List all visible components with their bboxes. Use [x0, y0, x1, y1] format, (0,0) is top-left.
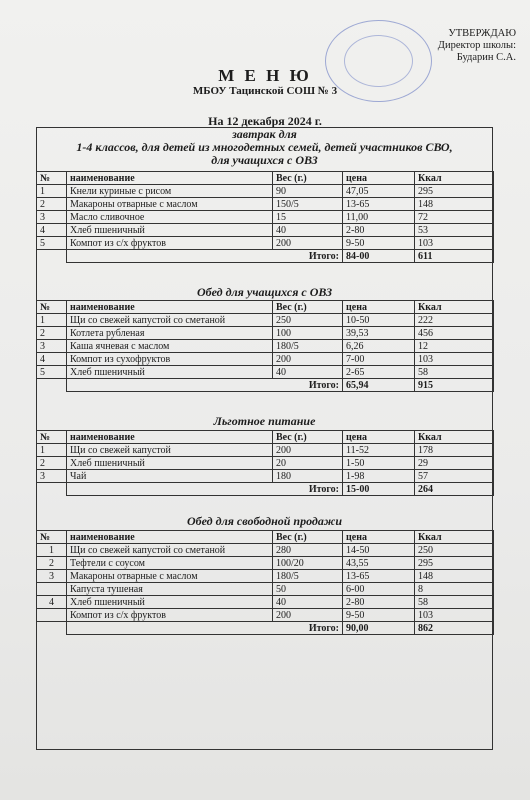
row-kcal: 295: [415, 557, 494, 570]
table-row: [37, 470, 494, 483]
table-header-row: [37, 172, 494, 185]
row-price: 1-50: [343, 457, 415, 470]
table-row: [37, 211, 494, 224]
row-num: 1: [37, 444, 67, 457]
row-name: Компот из сухофруктов: [67, 353, 273, 366]
col-num: №: [37, 301, 67, 314]
row-kcal: 222: [415, 314, 494, 327]
menu-date: На 12 декабря 2024 г.: [208, 114, 322, 128]
col-weight: Вес (г.): [273, 531, 343, 544]
row-name: Щи со свежей капустой со сметаной: [67, 544, 273, 557]
row-price: 2-65: [343, 366, 415, 379]
total-label: Итого:: [67, 622, 343, 635]
table-row: [37, 583, 494, 596]
row-weight: 180/5: [273, 340, 343, 353]
row-kcal: 12: [415, 340, 494, 353]
row-name: Чай: [67, 470, 273, 483]
row-num: 5: [37, 366, 67, 379]
row-num: [37, 583, 67, 596]
approval-title: УТВЕРЖДАЮ: [448, 28, 516, 39]
row-name: Щи со свежей капустой: [67, 444, 273, 457]
row-num: 2: [37, 327, 67, 340]
total-kcal: 611: [415, 250, 494, 263]
row-price: 13-65: [343, 198, 415, 211]
row-weight: 150/5: [273, 198, 343, 211]
row-name: Хлеб пшеничный: [67, 224, 273, 237]
row-num: 2: [37, 457, 67, 470]
row-price: 43,55: [343, 557, 415, 570]
table-row: [37, 444, 494, 457]
row-name: Котлета рубленая: [67, 327, 273, 340]
total-label: Итого:: [67, 379, 343, 392]
section-3-caption: Льготное питание: [213, 414, 316, 428]
row-num: 4: [37, 224, 67, 237]
total-label: Итого:: [67, 483, 343, 496]
row-name: Хлеб пшеничный: [67, 596, 273, 609]
col-weight: Вес (г.): [273, 301, 343, 314]
row-kcal: 148: [415, 198, 494, 211]
total-label: Итого:: [67, 250, 343, 263]
total-row: [37, 622, 494, 635]
row-num: 3: [37, 340, 67, 353]
row-name: Масло сливочное: [67, 211, 273, 224]
row-price: 6-00: [343, 583, 415, 596]
table-row: [37, 570, 494, 583]
row-kcal: 103: [415, 353, 494, 366]
table-header-row: [37, 431, 494, 444]
row-weight: 200: [273, 609, 343, 622]
section-1-caption-line: 1-4 классов, для детей из многодетных семей, детей участников СВО,: [76, 140, 453, 154]
row-name: Макароны отварные с маслом: [67, 198, 273, 211]
row-price: 2-80: [343, 224, 415, 237]
row-weight: 50: [273, 583, 343, 596]
total-spacer: [37, 622, 67, 635]
total-row: [37, 379, 494, 392]
row-kcal: 58: [415, 596, 494, 609]
table-row: [37, 557, 494, 570]
table-row: [37, 353, 494, 366]
table-row: [37, 327, 494, 340]
total-spacer: [37, 379, 67, 392]
row-name: Компот из с/х фруктов: [67, 609, 273, 622]
row-name: Тефтели с соусом: [67, 557, 273, 570]
total-kcal: 915: [415, 379, 494, 392]
approval-position: Директор школы:: [437, 40, 516, 51]
table-row: [37, 237, 494, 250]
col-name: наименование: [67, 531, 273, 544]
row-weight: 40: [273, 224, 343, 237]
col-kcal: Ккал: [415, 172, 494, 185]
approval-signatory: Бударин С.А.: [456, 52, 516, 63]
table-row: [37, 366, 494, 379]
total-kcal: 862: [415, 622, 494, 635]
col-price: цена: [343, 172, 415, 185]
row-kcal: 456: [415, 327, 494, 340]
section-2-table: [36, 300, 494, 392]
row-price: 9-50: [343, 609, 415, 622]
total-price: 90,00: [343, 622, 415, 635]
row-price: 2-80: [343, 596, 415, 609]
section-4-table: [36, 530, 494, 635]
section-2-caption: Обед для учащихся с ОВЗ: [196, 285, 333, 299]
row-price: 7-00: [343, 353, 415, 366]
table-header-row: [37, 531, 494, 544]
row-kcal: 58: [415, 366, 494, 379]
row-num: 2: [37, 198, 67, 211]
total-price: 15-00: [343, 483, 415, 496]
row-num: 5: [37, 237, 67, 250]
table-row: [37, 224, 494, 237]
school-name: МБОУ Тацинской СОШ № 3: [192, 85, 338, 97]
row-name: Хлеб пшеничный: [67, 366, 273, 379]
row-num: [37, 609, 67, 622]
section-4-caption: Обед для свободной продажи: [187, 514, 342, 528]
total-price: 84-00: [343, 250, 415, 263]
row-weight: 100/20: [273, 557, 343, 570]
row-price: 9-50: [343, 237, 415, 250]
row-weight: 90: [273, 185, 343, 198]
row-price: 10-50: [343, 314, 415, 327]
page-title: М Е Н Ю: [218, 66, 312, 85]
table-row: [37, 314, 494, 327]
row-kcal: 29: [415, 457, 494, 470]
row-name: Каша ячневая с маслом: [67, 340, 273, 353]
table-row: [37, 340, 494, 353]
row-kcal: 250: [415, 544, 494, 557]
row-weight: 20: [273, 457, 343, 470]
row-kcal: 72: [415, 211, 494, 224]
row-weight: 280: [273, 544, 343, 557]
table-row: [37, 609, 494, 622]
row-weight: 250: [273, 314, 343, 327]
row-weight: 40: [273, 596, 343, 609]
row-kcal: 53: [415, 224, 494, 237]
col-price: цена: [343, 301, 415, 314]
col-num: №: [37, 431, 67, 444]
section-3-table: [36, 430, 494, 496]
row-kcal: 103: [415, 609, 494, 622]
col-num: №: [37, 531, 67, 544]
row-weight: 15: [273, 211, 343, 224]
row-kcal: 103: [415, 237, 494, 250]
row-kcal: 8: [415, 583, 494, 596]
col-kcal: Ккал: [415, 531, 494, 544]
section-1-caption-line: для учащихся с ОВЗ: [211, 153, 318, 167]
row-price: 11,00: [343, 211, 415, 224]
row-num: 3: [37, 211, 67, 224]
section-1-caption: [36, 128, 493, 167]
row-num: 4: [37, 596, 67, 609]
row-kcal: 148: [415, 570, 494, 583]
row-name: Макароны отварные с маслом: [67, 570, 273, 583]
row-weight: 180: [273, 470, 343, 483]
col-name: наименование: [67, 301, 273, 314]
col-name: наименование: [67, 431, 273, 444]
row-name: Хлеб пшеничный: [67, 457, 273, 470]
row-num: 1: [37, 544, 67, 557]
row-num: 3: [37, 470, 67, 483]
col-weight: Вес (г.): [273, 431, 343, 444]
table-row: [37, 457, 494, 470]
row-price: 6,26: [343, 340, 415, 353]
row-weight: 180/5: [273, 570, 343, 583]
col-kcal: Ккал: [415, 301, 494, 314]
row-price: 11-52: [343, 444, 415, 457]
row-price: 14-50: [343, 544, 415, 557]
row-num: 1: [37, 185, 67, 198]
col-price: цена: [343, 531, 415, 544]
table-row: [37, 185, 494, 198]
row-num: 2: [37, 557, 67, 570]
row-kcal: 57: [415, 470, 494, 483]
row-weight: 200: [273, 444, 343, 457]
row-name: Компот из с/х фруктов: [67, 237, 273, 250]
section-1-table: [36, 171, 494, 263]
col-weight: Вес (г.): [273, 172, 343, 185]
section-1-caption-line: завтрак для: [232, 127, 297, 141]
total-kcal: 264: [415, 483, 494, 496]
row-weight: 40: [273, 366, 343, 379]
row-num: 1: [37, 314, 67, 327]
total-spacer: [37, 483, 67, 496]
row-price: 39,53: [343, 327, 415, 340]
row-num: 3: [37, 570, 67, 583]
table-row: [37, 596, 494, 609]
row-weight: 200: [273, 353, 343, 366]
total-price: 65,94: [343, 379, 415, 392]
row-kcal: 178: [415, 444, 494, 457]
row-kcal: 295: [415, 185, 494, 198]
row-name: Капуста тушеная: [67, 583, 273, 596]
row-weight: 100: [273, 327, 343, 340]
row-price: 47,05: [343, 185, 415, 198]
col-name: наименование: [67, 172, 273, 185]
approval-block: [438, 28, 516, 64]
col-num: №: [37, 172, 67, 185]
row-price: 13-65: [343, 570, 415, 583]
row-price: 1-98: [343, 470, 415, 483]
table-header-row: [37, 301, 494, 314]
col-kcal: Ккал: [415, 431, 494, 444]
table-row: [37, 544, 494, 557]
total-row: [37, 483, 494, 496]
col-price: цена: [343, 431, 415, 444]
total-spacer: [37, 250, 67, 263]
row-num: 4: [37, 353, 67, 366]
row-name: Щи со свежей капустой со сметаной: [67, 314, 273, 327]
total-row: [37, 250, 494, 263]
table-row: [37, 198, 494, 211]
row-name: Кнели куриные с рисом: [67, 185, 273, 198]
row-weight: 200: [273, 237, 343, 250]
